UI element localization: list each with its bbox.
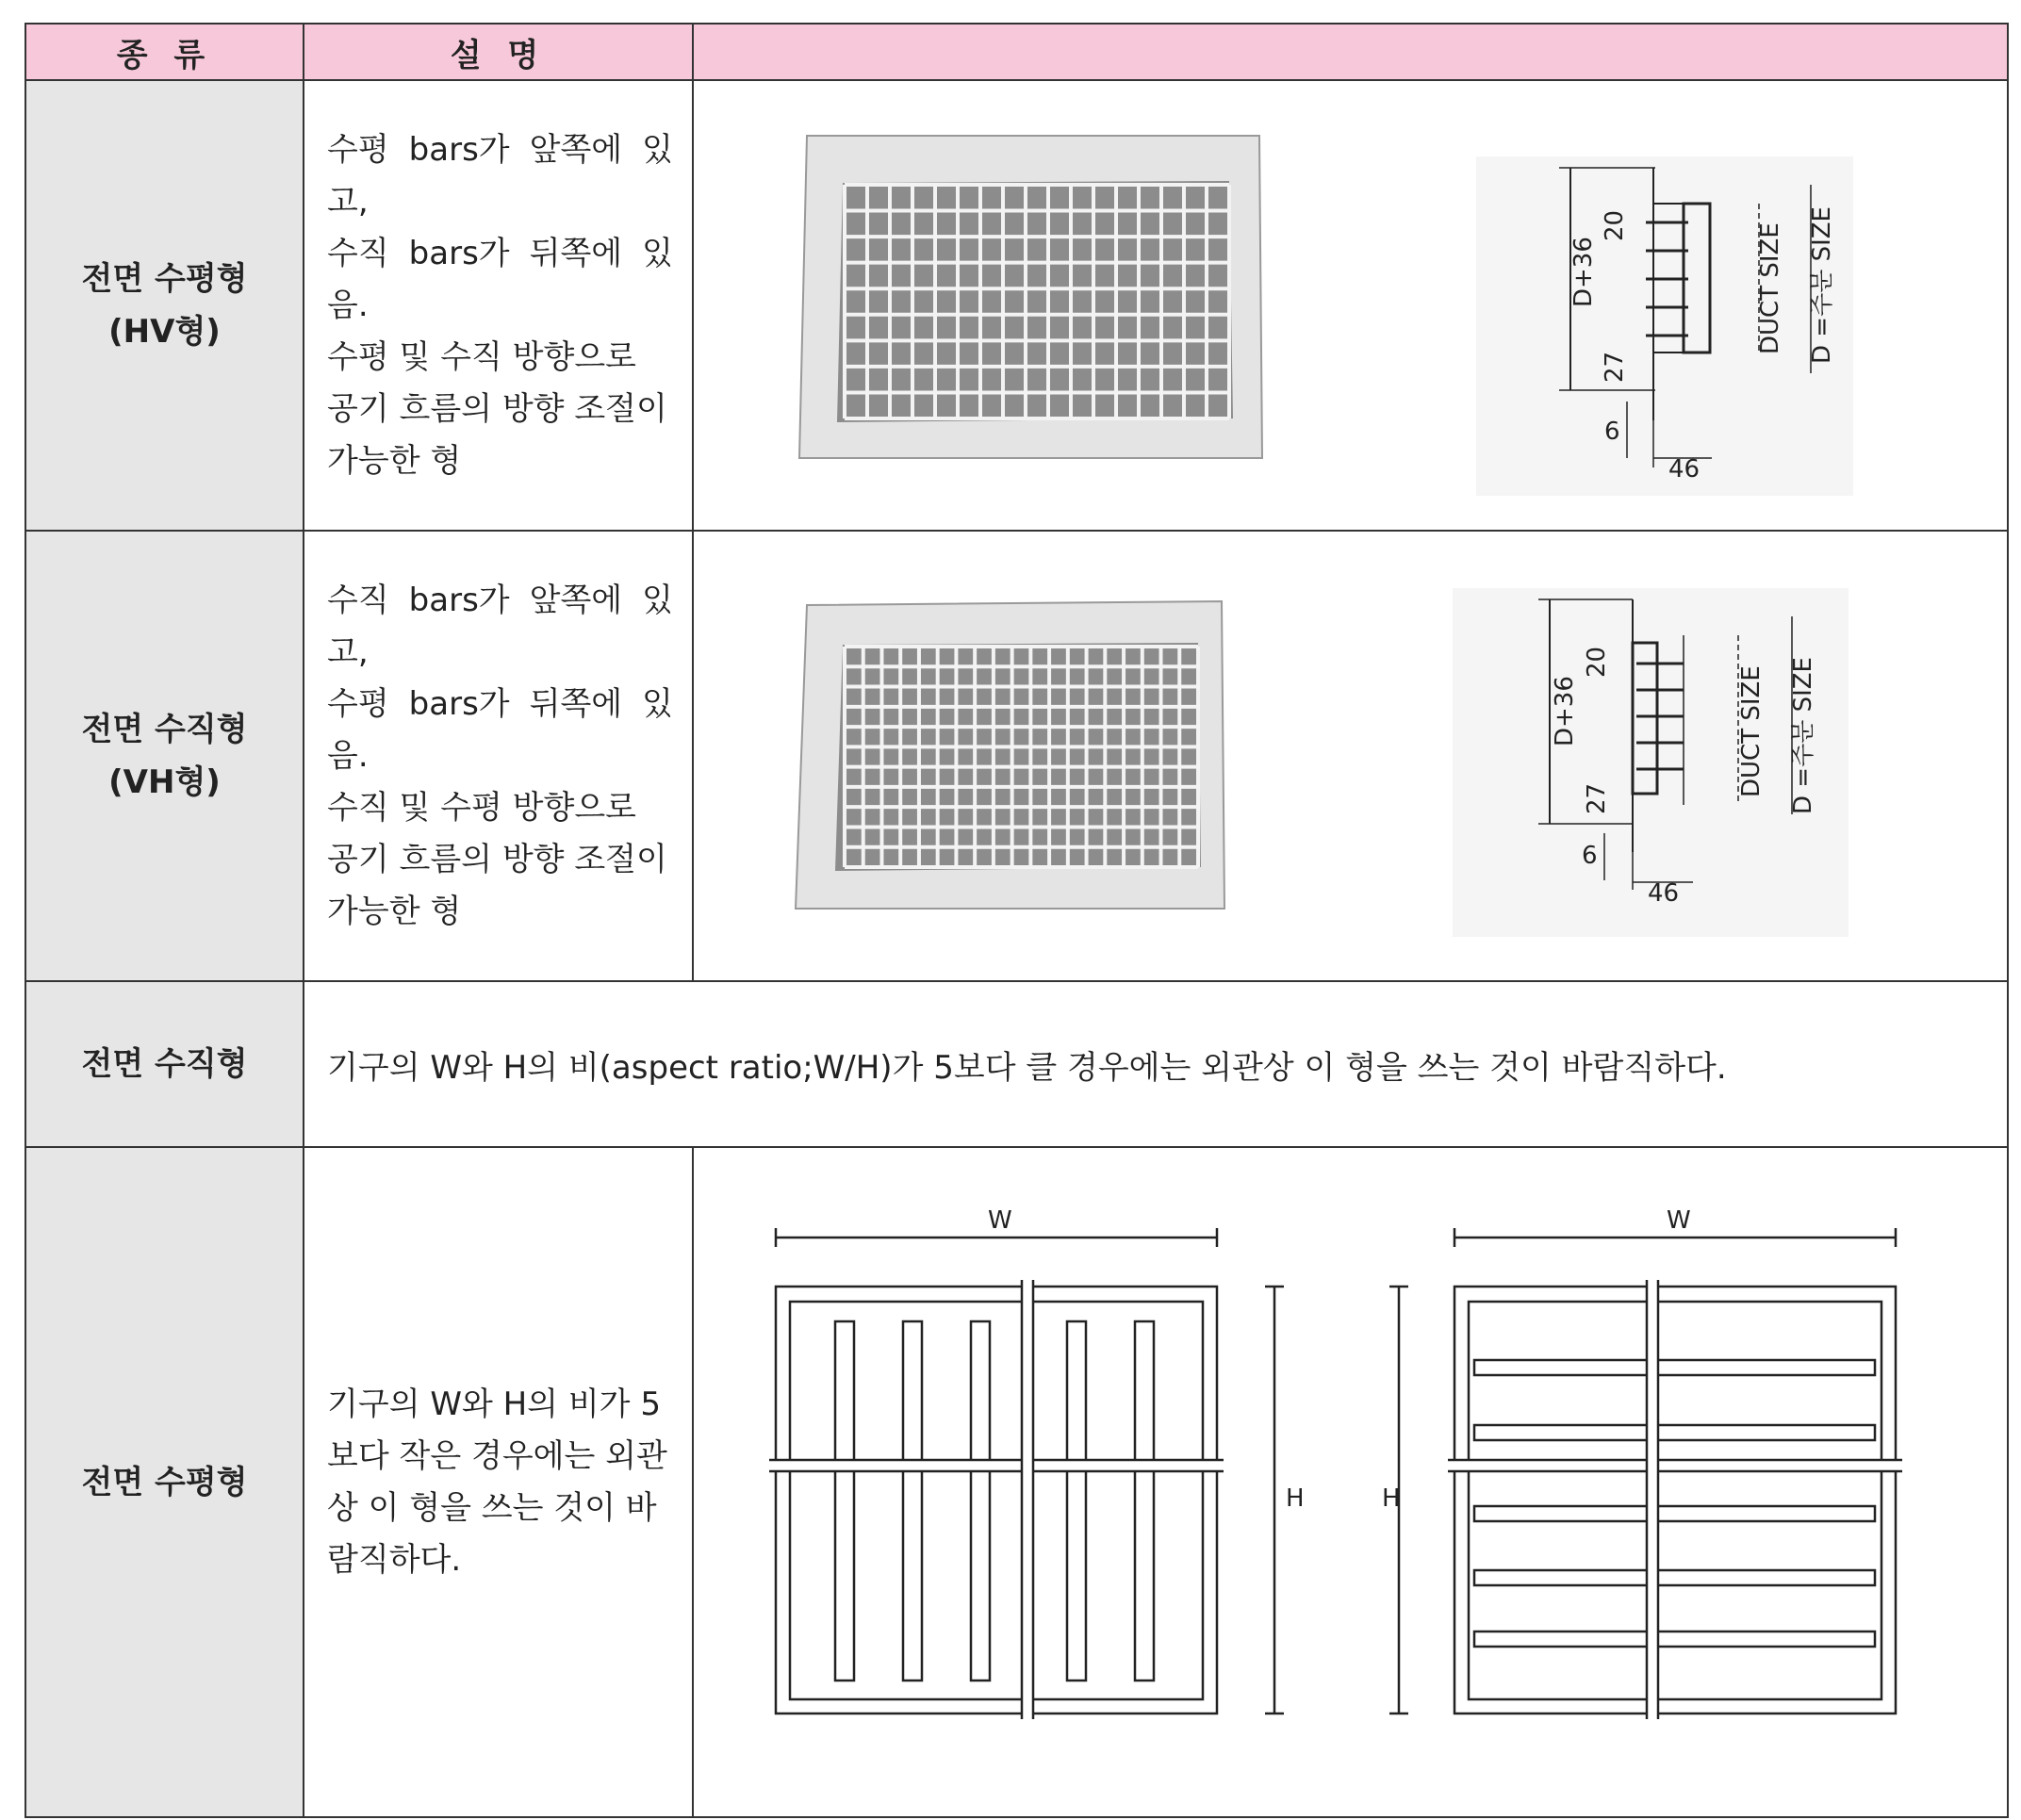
description-line: 공기 흐름의 방향 조절이 — [327, 840, 667, 878]
type-code: (HV형) — [108, 313, 221, 351]
label-order-size: D =주문 SIZE — [1789, 657, 1817, 814]
label-d36: D+36 — [1569, 237, 1598, 307]
description-line: 람직하다. — [327, 1540, 462, 1579]
description-cell — [304, 80, 693, 531]
description-line: 수직 bars가 뒤쪽에 있음. — [327, 234, 673, 324]
horizontal-bar-layout — [1389, 1228, 1902, 1719]
section-diagram-hv — [1476, 156, 1853, 496]
description-line: 가능한 형 — [327, 441, 462, 480]
vertical-bar-layout — [769, 1228, 1284, 1719]
description-line: 수평 bars가 앞쪽에 있고, — [327, 130, 673, 221]
type-code: (VH형) — [108, 763, 221, 801]
figure-cell — [693, 531, 2008, 981]
bar-layout-figure — [694, 1148, 2009, 1812]
vh-figure — [694, 532, 2009, 976]
label-w-left: W — [988, 1206, 1012, 1235]
label-20: 20 — [1583, 646, 1611, 678]
figure-cell — [693, 80, 2008, 531]
table-row — [25, 80, 2008, 531]
grille-photo-vh — [796, 601, 1224, 909]
type-name: 전면 수평형 — [81, 260, 248, 298]
label-duct-size: DUCT SIZE — [1737, 665, 1766, 797]
type-cell — [25, 981, 304, 1147]
figure-cell — [693, 1147, 2008, 1817]
label-d36: D+36 — [1551, 676, 1579, 746]
hv-figure — [694, 81, 2009, 526]
type-cell — [25, 531, 304, 981]
label-duct-size: DUCT SIZE — [1756, 222, 1784, 354]
type-cell — [25, 80, 304, 531]
grille-photo-hv — [799, 136, 1262, 458]
description-line: 수직 및 수평 방향으로 — [327, 788, 637, 827]
description-cell — [304, 1147, 693, 1817]
type-name: 전면 수직형 — [81, 1045, 248, 1083]
description-line: 공기 흐름의 방향 조절이 — [327, 389, 667, 428]
header-type: 종 류 — [25, 24, 304, 80]
description-cell — [304, 531, 693, 981]
description-line: 수직 bars가 앞쪽에 있고, — [327, 581, 673, 671]
label-6: 6 — [1582, 842, 1598, 870]
label-h-right: H — [1382, 1484, 1401, 1513]
table-row — [25, 531, 2008, 981]
table-row — [25, 981, 2008, 1147]
label-46: 46 — [1668, 455, 1701, 484]
label-h-left: H — [1286, 1484, 1305, 1513]
aspect-ratio-note: 기구의 W와 H의 비(aspect ratio;W/H)가 5보다 클 경우에는 외관상 이 형을 쓰는 것이 바람직하다. — [304, 981, 2008, 1147]
description-line: 기구의 W와 H의 비가 5 — [327, 1385, 661, 1423]
description-line: 가능한 형 — [327, 892, 462, 930]
label-46: 46 — [1648, 879, 1680, 908]
label-w-right: W — [1667, 1206, 1691, 1235]
table-header-row — [25, 24, 2008, 80]
label-6: 6 — [1604, 418, 1620, 446]
label-20: 20 — [1601, 209, 1629, 241]
header-description: 설 명 — [304, 24, 693, 80]
description-line: 상 이 형을 쓰는 것이 바 — [327, 1488, 657, 1527]
table-row — [25, 1147, 2008, 1817]
type-name: 전면 수직형 — [81, 711, 248, 748]
type-name: 전면 수평형 — [81, 1463, 248, 1501]
label-27: 27 — [1583, 782, 1611, 814]
description-line: 보다 작은 경우에는 외관 — [327, 1436, 667, 1475]
header-figure — [693, 24, 2008, 80]
type-cell — [25, 1147, 304, 1817]
section-diagram-vh — [1453, 588, 1848, 937]
description-line: 수평 및 수직 방향으로 — [327, 337, 637, 376]
label-27: 27 — [1601, 351, 1629, 383]
grille-type-table — [25, 23, 2009, 1818]
description-line: 수평 bars가 뒤쪽에 있음. — [327, 684, 673, 775]
label-order-size: D =주문 SIZE — [1808, 206, 1836, 364]
